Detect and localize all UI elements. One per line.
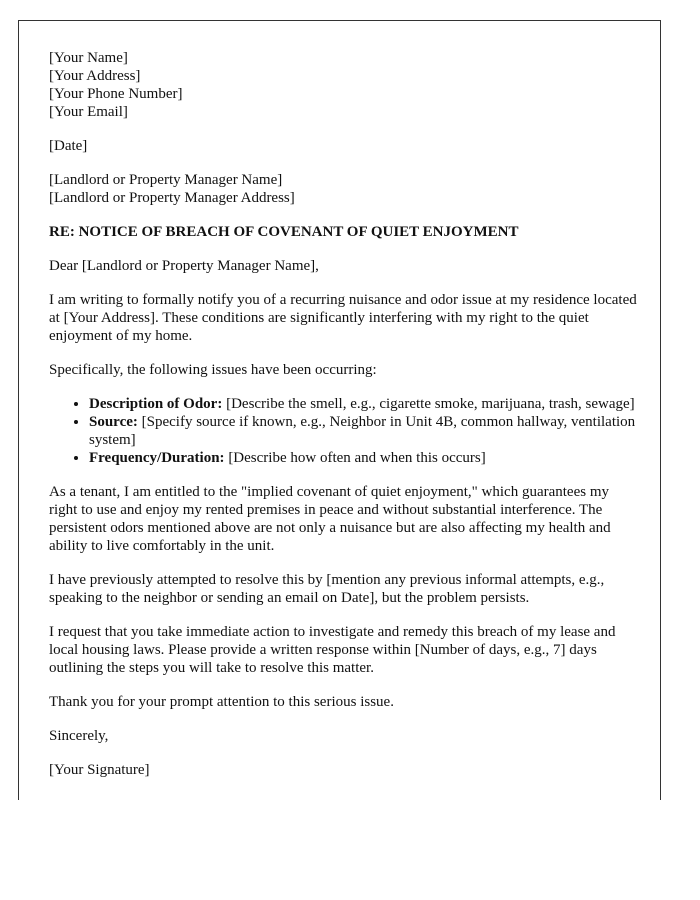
sender-phone: [Your Phone Number]: [49, 86, 183, 102]
list-item: [89, 395, 639, 413]
issues-list: [49, 395, 639, 467]
letter-page: [18, 20, 661, 800]
issue-text: [Describe how often and when this occurs]: [224, 450, 486, 466]
issue-label: Source:: [89, 414, 138, 430]
recipient-name: [Landlord or Property Manager Name]: [49, 172, 283, 188]
date-line: [Date]: [49, 138, 88, 154]
intro-paragraph: I am writing to formally notify you of a recurring nuisance and odor issue at my residence located at [Your Address]. These conditions are significantly interfering with my right to the quiet enjoyment of my home.: [49, 292, 637, 344]
specifics-lead-paragraph: Specifically, the following issues have been occurring:: [49, 362, 377, 378]
subject-line: RE: NOTICE OF BREACH OF COVENANT OF QUIET ENJOYMENT: [49, 224, 519, 240]
thanks-paragraph: Thank you for your prompt attention to this serious issue.: [49, 694, 394, 710]
salutation: Dear [Landlord or Property Manager Name],: [49, 258, 319, 274]
request-paragraph: I request that you take immediate action to investigate and remedy this breach of my lease and local housing laws. Please provide a written response within [Number of days, e.g., 7] days outlining the steps you will take to resolve this matter.: [49, 624, 616, 676]
closing: Sincerely,: [49, 728, 109, 744]
list-item: [89, 413, 639, 449]
letter-body: [49, 49, 639, 795]
sender-block: [49, 49, 639, 121]
previous-attempts-paragraph: I have previously attempted to resolve this by [mention any previous informal attempts, e.g., speaking to the neighbor or sending an email on Date], but the problem persists.: [49, 572, 605, 606]
signature: [Your Signature]: [49, 762, 150, 778]
issue-label: Description of Odor:: [89, 396, 223, 412]
sender-name: [Your Name]: [49, 50, 128, 66]
recipient-block: [49, 171, 639, 207]
issue-label: Frequency/Duration:: [89, 450, 225, 466]
sender-email: [Your Email]: [49, 104, 128, 120]
covenant-paragraph: As a tenant, I am entitled to the "implied covenant of quiet enjoyment," which guarantees my right to use and enjoy my rented premises in peace and without substantial interference. The persistent odors mentioned above are not only a nuisance but are also affecting my health and ability to live comfortably in the unit.: [49, 484, 611, 554]
list-item: [89, 449, 639, 467]
recipient-address: [Landlord or Property Manager Address]: [49, 190, 295, 206]
issue-text: [Describe the smell, e.g., cigarette smoke, marijuana, trash, sewage]: [222, 396, 635, 412]
issue-text: [Specify source if known, e.g., Neighbor in Unit 4B, common hallway, ventilation system]: [89, 414, 636, 448]
sender-address: [Your Address]: [49, 68, 141, 84]
